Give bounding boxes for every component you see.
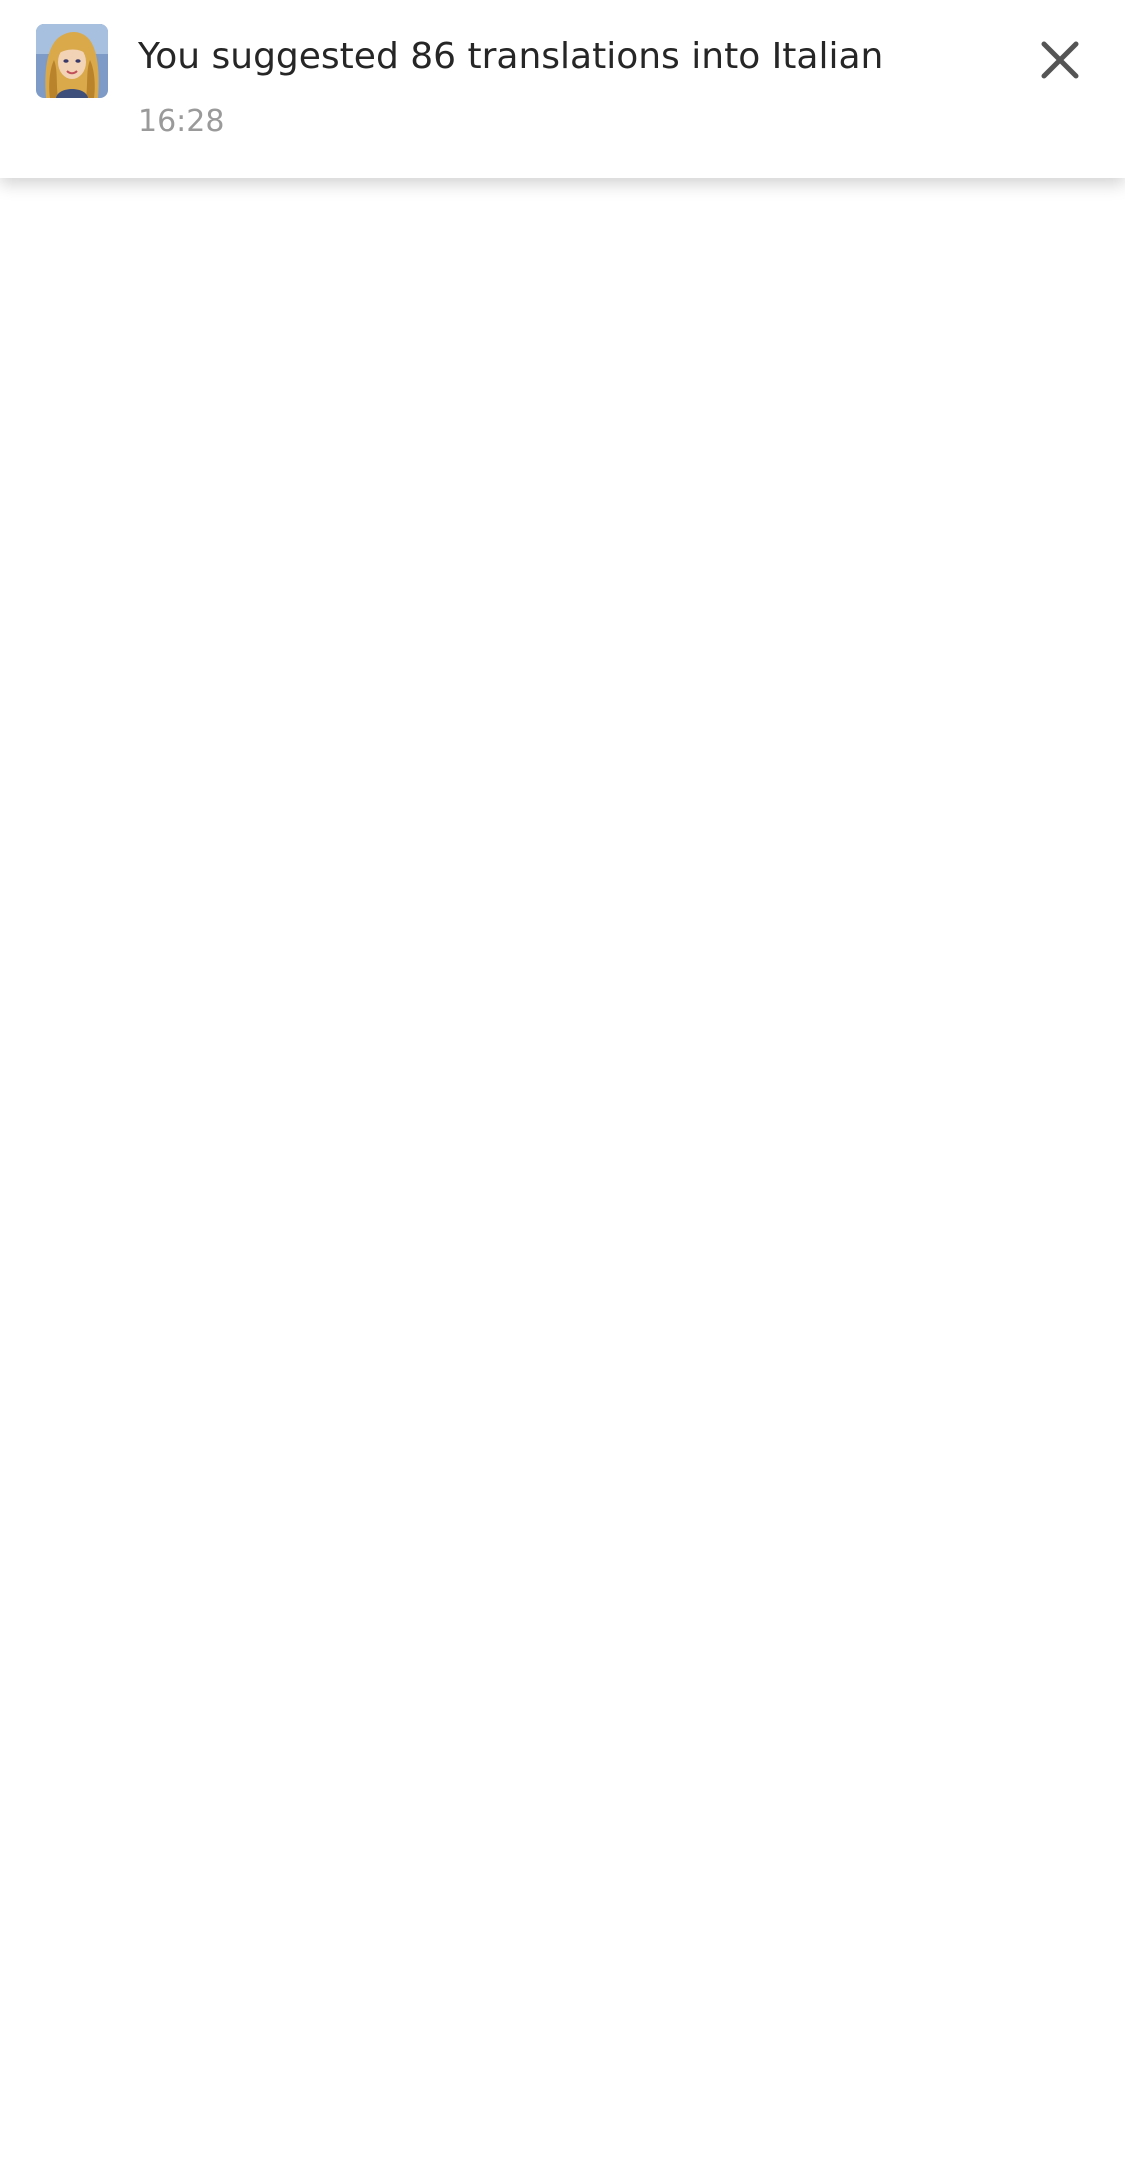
- notification-banner[interactable]: [0, 0, 1125, 178]
- close-button[interactable]: [1030, 30, 1090, 90]
- close-icon: [1030, 30, 1090, 90]
- notification-title: You suggested 86 translations into Italian: [138, 36, 884, 77]
- user-avatar: [36, 24, 108, 98]
- notification-time: 16:28: [138, 104, 225, 139]
